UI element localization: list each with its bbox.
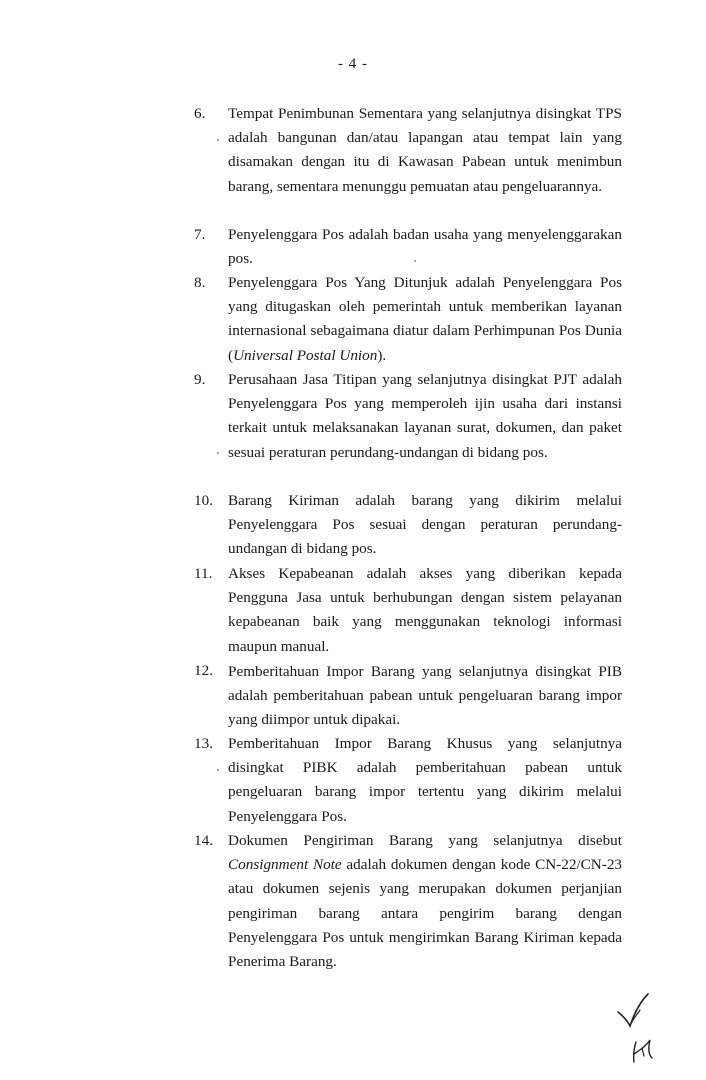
list-item: [194, 659, 622, 732]
list-item: [194, 562, 622, 659]
item-text-content: Penyelenggara Pos Yang Ditunjuk adalah Penyelenggara Pos yang ditugaskan oleh pemerintah untuk memberikan layanan internasional sebagaimana diatur dalam Perhimpunan Pos Dunia (: [228, 274, 622, 364]
handwritten-initial-signature: [614, 990, 674, 1070]
item-number: 6.: [194, 105, 206, 122]
item-number: 9.: [194, 371, 206, 388]
item-text: [228, 489, 622, 562]
item-number: 7.: [194, 226, 206, 243]
list-item: [194, 732, 622, 829]
item-text: [228, 829, 622, 975]
item-number: 13.: [194, 735, 213, 752]
item-text-content: Penyelenggara Pos adalah badan usaha yang menyelenggarakan pos.: [228, 226, 622, 268]
item-text: [228, 368, 622, 489]
item-text-content: Dokumen Pengiriman Barang yang selanjutnya disebut: [228, 832, 622, 849]
list-item: [194, 489, 622, 562]
item-text-italic: Universal Postal Union: [233, 346, 378, 364]
item-text-after: ).: [377, 346, 387, 364]
list-item: [194, 829, 622, 975]
item-text: [228, 562, 622, 659]
item-number: 14.: [194, 832, 213, 849]
item-text-content: Perusahaan Jasa Titipan yang selanjutnya disingkat PJT adalah Penyelenggara Pos yang memperoleh ijin usaha dari instansi terkait untuk melaksanakan layanan surat, dokumen, dan paket sesuai peraturan perundang-undangan di bidang pos.: [228, 371, 622, 461]
item-number: 8.: [194, 274, 206, 291]
list-item: [194, 102, 622, 223]
item-number: 10.: [194, 492, 213, 509]
list-item: [194, 271, 622, 368]
item-number: 12.: [194, 662, 213, 679]
item-text-content: Akses Kepabeanan adalah akses yang diberikan kepada Pengguna Jasa untuk berhubungan dengan sistem pelayanan kepabeanan baik yang menggunakan teknologi informasi maupun manual.: [228, 565, 622, 655]
item-number: 11.: [194, 565, 213, 582]
list-item: [194, 223, 622, 271]
item-text-content: Barang Kiriman adalah barang yang dikirim melalui Penyelenggara Pos sesuai dengan peraturan perundang-undangan di bidang pos.: [228, 492, 622, 558]
item-text-italic: Consignment Note: [228, 856, 342, 874]
item-text: [228, 271, 622, 368]
item-text-content: Pemberitahuan Impor Barang Khusus yang selanjutnya disingkat PIBK adalah pemberitahuan pabean untuk pengeluaran barang impor tertentu yang dikirim melalui Penyelenggara Pos.: [228, 735, 622, 825]
item-text: [228, 223, 622, 271]
item-text: [228, 660, 622, 732]
item-text: [228, 732, 622, 829]
item-text-content: Tempat Penimbunan Sementara yang selanjutnya disingkat TPS adalah bangunan dan/atau lapangan atau tempat lain yang disamakan dengan itu di Kawasan Pabean untuk menimbun barang, sementara menunggu pemuatan atau pengeluarannya.: [228, 105, 622, 195]
page-number: - 4 -: [338, 56, 368, 72]
item-text-content: Pemberitahuan Impor Barang yang selanjutnya disingkat PIB adalah pemberitahuan pabean untuk pengeluaran barang impor yang diimpor untuk dipakai.: [228, 663, 622, 729]
list-item: [194, 368, 622, 489]
item-text-after: adalah dokumen dengan kode CN-22/CN-23 atau dokumen sejenis yang merupakan dokumen perjanjian pengiriman barang antara pengirim barang dengan Penyelenggara Pos untuk mengirimkan Barang Kiriman kepada Penerima Barang.: [228, 856, 623, 971]
item-text: [228, 102, 622, 223]
definitions-list: [194, 102, 622, 975]
